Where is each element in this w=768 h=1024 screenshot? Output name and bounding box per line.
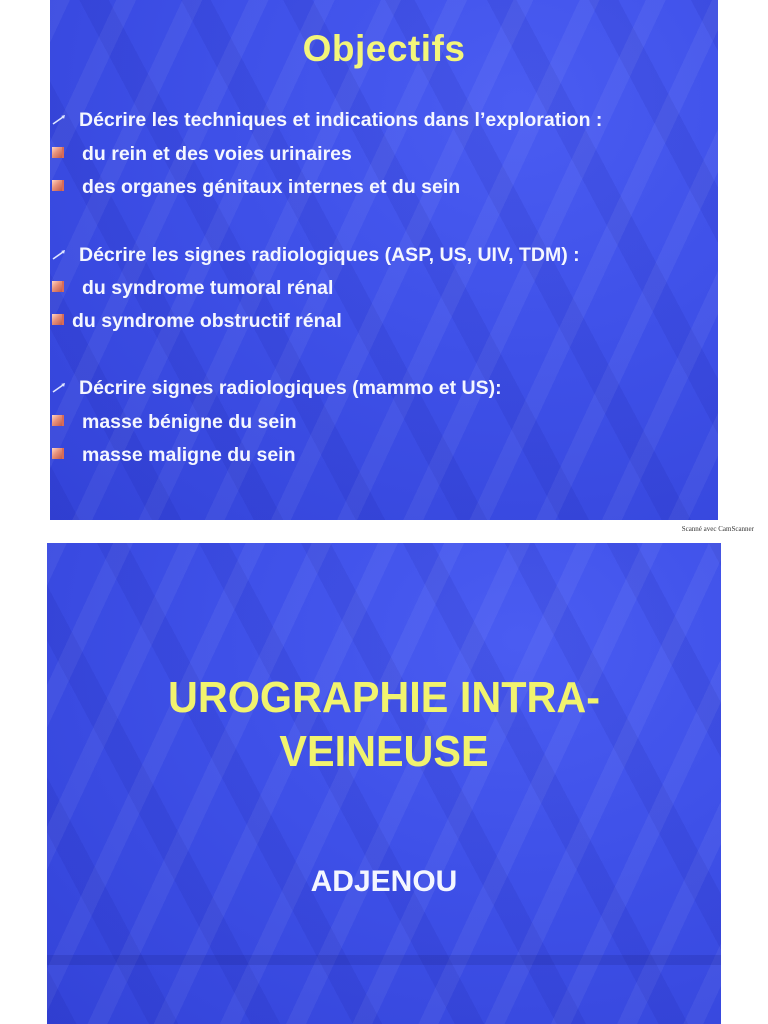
objective-heading-text: Décrire les techniques et indications dans l’exploration : — [79, 109, 603, 131]
arrow-bullet-icon — [52, 382, 66, 394]
objective-subitem — [50, 173, 460, 201]
square-bullet-icon — [52, 448, 64, 459]
presentation-title — [67, 671, 701, 779]
arrow-bullet-icon — [52, 114, 66, 126]
square-bullet-icon — [52, 281, 64, 292]
objective-subitem-text: masse maligne du sein — [82, 444, 296, 466]
square-bullet-icon — [52, 180, 64, 191]
objective-heading — [50, 106, 602, 134]
objective-subitem-text: des organes génitaux internes et du sein — [82, 176, 461, 198]
objective-subitem — [50, 274, 333, 302]
scanner-watermark: Scanné avec CamScanner — [681, 525, 754, 533]
objective-heading — [50, 374, 502, 402]
objective-subitem — [50, 408, 297, 436]
objective-subitem-text: masse bénigne du sein — [82, 411, 297, 433]
presentation-title-line2: VEINEUSE — [279, 727, 489, 776]
slide-title: Objectifs — [302, 28, 466, 69]
objective-subitem-text: du syndrome tumoral rénal — [82, 277, 334, 299]
square-bullet-icon — [52, 314, 64, 325]
presentation-title-line1: UROGRAPHIE INTRA- — [168, 673, 600, 722]
objective-subitem — [50, 307, 342, 335]
slide-objectifs — [50, 0, 718, 520]
objective-heading-text: Décrire les signes radiologiques (ASP, US, UIV, TDM) : — [79, 244, 580, 266]
square-bullet-icon — [52, 147, 64, 158]
slide-title-page — [47, 543, 721, 1024]
objective-subitem — [50, 441, 296, 469]
objective-subitem-text: du rein et des voies urinaires — [82, 143, 352, 165]
objective-heading-text: Décrire signes radiologiques (mammo et US): — [79, 377, 502, 399]
objective-heading — [50, 241, 580, 269]
arrow-bullet-icon — [52, 249, 66, 261]
objective-subitem — [50, 140, 352, 168]
background-band — [47, 955, 721, 965]
author-name: ADJENOU — [310, 865, 458, 898]
square-bullet-icon — [52, 415, 64, 426]
objective-subitem-text: du syndrome obstructif rénal — [72, 310, 342, 332]
